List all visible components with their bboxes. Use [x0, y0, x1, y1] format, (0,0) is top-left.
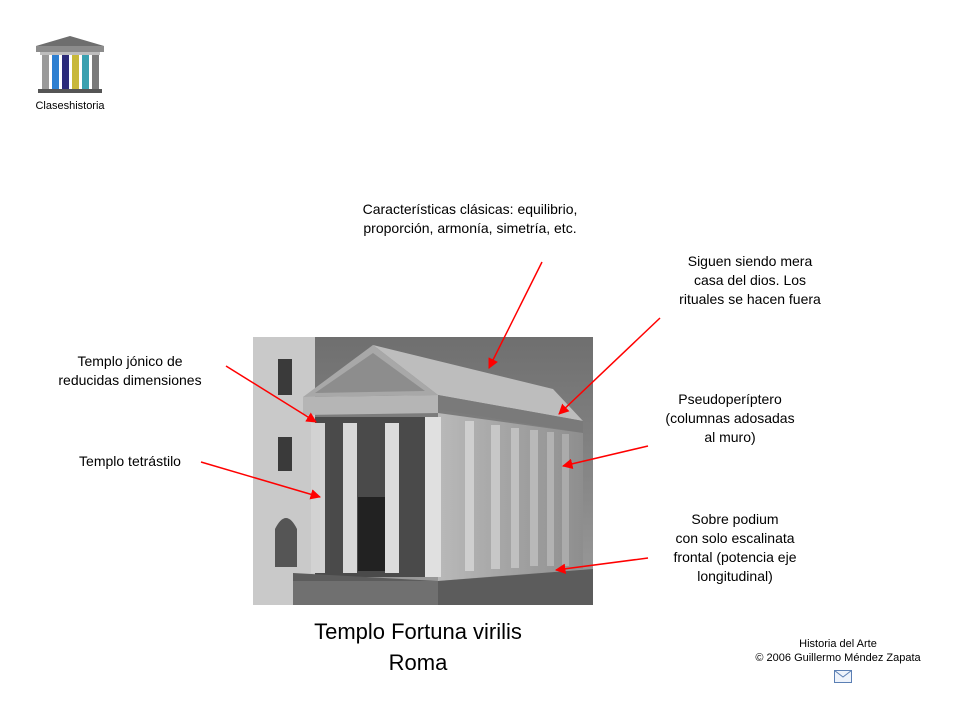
title-line-2: Roma — [388, 650, 448, 675]
logo-label: Claseshistoria — [35, 100, 105, 112]
envelope-icon[interactable] — [834, 670, 852, 683]
greek-temple-icon — [30, 32, 110, 96]
note-sobre-podium: Sobre podium con solo escalinata frontal (potencia eje longitudinal) — [673, 511, 797, 584]
credits-line-1: Historia del Arte — [799, 638, 877, 650]
title-line-1: Templo Fortuna virilis — [314, 619, 522, 644]
slide-title — [268, 616, 568, 678]
credits-line-2: © 2006 Guillermo Méndez Zapata — [755, 652, 921, 664]
note-templo-tetrastilo: Templo tetrástilo — [79, 453, 181, 469]
note-casa-del-dios: Siguen siendo mera casa del dios. Los rituales se hacen fuera — [679, 253, 821, 307]
credits — [740, 637, 936, 665]
note-caracteristicas-clasicas: Características clásicas: equilibrio, proporción, armonía, simetría, etc. — [362, 201, 578, 236]
note-pseudoperiptero: Pseudoperíptero (columnas adosadas al muro) — [665, 391, 795, 445]
temple-photo — [253, 337, 593, 605]
note-templo-jonico: Templo jónico de reducidas dimensiones — [58, 353, 202, 388]
